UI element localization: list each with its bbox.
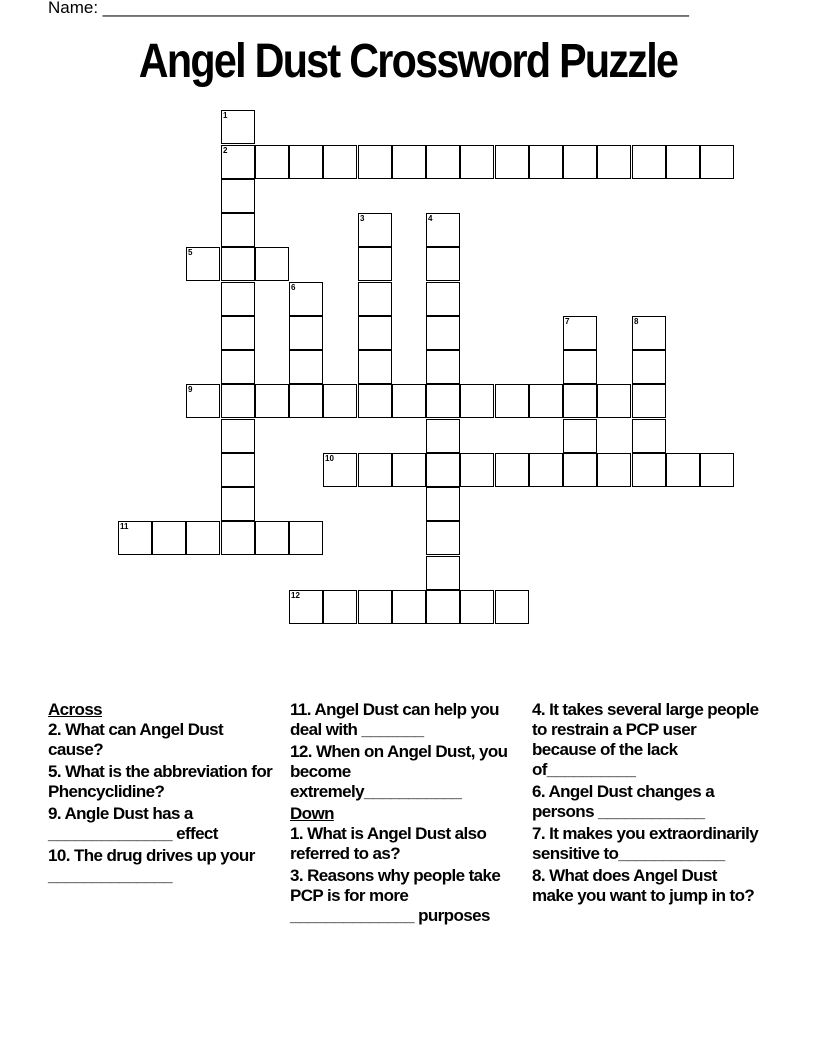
crossword-cell[interactable] bbox=[358, 316, 392, 350]
crossword-cell[interactable] bbox=[392, 590, 426, 624]
crossword-cell[interactable] bbox=[495, 453, 529, 487]
crossword-cell[interactable] bbox=[221, 419, 255, 453]
crossword-cell[interactable] bbox=[323, 384, 357, 418]
crossword-cell[interactable] bbox=[632, 453, 666, 487]
crossword-cell[interactable] bbox=[632, 316, 666, 350]
crossword-cell[interactable] bbox=[426, 282, 460, 316]
clue-number: 6 bbox=[291, 283, 296, 292]
crossword-cell[interactable] bbox=[392, 145, 426, 179]
clue-down-1: 1. What is Angel Dust also referred to as? bbox=[290, 824, 487, 863]
crossword-cell[interactable] bbox=[289, 316, 323, 350]
crossword-cell[interactable] bbox=[426, 590, 460, 624]
crossword-cell[interactable] bbox=[289, 384, 323, 418]
crossword-cell[interactable] bbox=[221, 145, 255, 179]
crossword-cell[interactable] bbox=[255, 145, 289, 179]
crossword-cell[interactable] bbox=[358, 213, 392, 247]
crossword-cell[interactable] bbox=[358, 590, 392, 624]
clue-across-5: 5. What is the abbreviation for Phencyclidine? bbox=[48, 762, 273, 801]
crossword-cell[interactable] bbox=[529, 453, 563, 487]
crossword-cell[interactable] bbox=[597, 453, 631, 487]
crossword-cell[interactable] bbox=[221, 179, 255, 213]
crossword-cell[interactable] bbox=[529, 384, 563, 418]
crossword-cell[interactable] bbox=[358, 384, 392, 418]
crossword-cell[interactable] bbox=[495, 590, 529, 624]
crossword-cell[interactable] bbox=[392, 453, 426, 487]
crossword-cell[interactable] bbox=[460, 590, 494, 624]
clue-down-4: 4. It takes several large people to restrain a PCP user because of the lack of__________ bbox=[532, 700, 759, 779]
crossword-cell[interactable] bbox=[323, 145, 357, 179]
clue-number: 1 bbox=[223, 111, 228, 120]
clues-column-2 bbox=[290, 700, 520, 928]
crossword-cell[interactable] bbox=[221, 384, 255, 418]
crossword-cell[interactable] bbox=[221, 521, 255, 555]
crossword-cell[interactable] bbox=[529, 145, 563, 179]
clue-down-3: 3. Reasons why people take PCP is for more ______________ purposes bbox=[290, 866, 501, 925]
crossword-cell[interactable] bbox=[426, 419, 460, 453]
clue-number: 8 bbox=[634, 317, 639, 326]
down-heading: Down bbox=[290, 804, 334, 823]
crossword-cell[interactable] bbox=[221, 247, 255, 281]
crossword-cell[interactable] bbox=[186, 247, 220, 281]
crossword-cell[interactable] bbox=[460, 145, 494, 179]
crossword-cell[interactable] bbox=[563, 453, 597, 487]
clue-across-9: 9. Angle Dust has a ______________ effect bbox=[48, 804, 218, 843]
crossword-cell[interactable] bbox=[186, 384, 220, 418]
crossword-cell[interactable] bbox=[597, 145, 631, 179]
crossword-cell[interactable] bbox=[460, 453, 494, 487]
clues-column-3 bbox=[532, 700, 762, 908]
crossword-cell[interactable] bbox=[563, 384, 597, 418]
crossword-cell[interactable] bbox=[358, 282, 392, 316]
crossword-cell[interactable] bbox=[358, 350, 392, 384]
crossword-cell[interactable] bbox=[632, 384, 666, 418]
crossword-cell[interactable] bbox=[632, 350, 666, 384]
across-heading: Across bbox=[48, 700, 103, 719]
clue-number: 11 bbox=[120, 522, 129, 531]
crossword-cell[interactable] bbox=[289, 350, 323, 384]
crossword-cell[interactable] bbox=[221, 487, 255, 521]
crossword-cell[interactable] bbox=[426, 521, 460, 555]
crossword-cell[interactable] bbox=[460, 384, 494, 418]
crossword-cell[interactable] bbox=[426, 453, 460, 487]
clue-number: 3 bbox=[360, 214, 365, 223]
crossword-cell[interactable] bbox=[495, 384, 529, 418]
crossword-cell[interactable] bbox=[632, 419, 666, 453]
clue-number: 12 bbox=[291, 591, 300, 600]
crossword-cell[interactable] bbox=[700, 453, 734, 487]
crossword-cell[interactable] bbox=[289, 521, 323, 555]
crossword-cell[interactable] bbox=[426, 350, 460, 384]
clue-down-7: 7. It makes you extraordinarily sensitive to____________ bbox=[532, 824, 759, 863]
crossword-cell[interactable] bbox=[289, 145, 323, 179]
crossword-cell[interactable] bbox=[323, 453, 357, 487]
crossword-cell[interactable] bbox=[358, 453, 392, 487]
crossword-cell[interactable] bbox=[152, 521, 186, 555]
crossword-cell[interactable] bbox=[632, 145, 666, 179]
crossword-cell[interactable] bbox=[563, 350, 597, 384]
clue-across-11: 11. Angel Dust can help you deal with _______ bbox=[290, 700, 499, 739]
crossword-cell[interactable] bbox=[426, 384, 460, 418]
crossword-cell[interactable] bbox=[597, 384, 631, 418]
clue-number: 4 bbox=[428, 214, 433, 223]
clue-down-6: 6. Angel Dust changes a persons ____________ bbox=[532, 782, 715, 821]
crossword-cell[interactable] bbox=[221, 110, 255, 144]
crossword-cell[interactable] bbox=[221, 350, 255, 384]
clue-down-8: 8. What does Angel Dust make you want to jump in to? bbox=[532, 866, 755, 905]
clue-across-2: 2. What can Angel Dust cause? bbox=[48, 720, 224, 759]
crossword-cell[interactable] bbox=[289, 282, 323, 316]
clue-number: 10 bbox=[325, 454, 334, 463]
crossword-cell[interactable] bbox=[563, 419, 597, 453]
crossword-cell[interactable] bbox=[358, 145, 392, 179]
clue-number: 9 bbox=[188, 385, 193, 394]
crossword-cell[interactable] bbox=[255, 384, 289, 418]
clue-number: 7 bbox=[565, 317, 570, 326]
crossword-cell[interactable] bbox=[426, 213, 460, 247]
crossword-cell[interactable] bbox=[186, 521, 220, 555]
clues-column-1 bbox=[48, 700, 278, 888]
crossword-cell[interactable] bbox=[221, 213, 255, 247]
crossword-cell[interactable] bbox=[221, 316, 255, 350]
crossword-cell[interactable] bbox=[221, 282, 255, 316]
crossword-cell[interactable] bbox=[358, 247, 392, 281]
clue-number: 2 bbox=[223, 146, 228, 155]
crossword-cell[interactable] bbox=[426, 556, 460, 590]
crossword-cell[interactable] bbox=[118, 521, 152, 555]
crossword-cell[interactable] bbox=[426, 487, 460, 521]
crossword-cell[interactable] bbox=[221, 453, 255, 487]
clue-across-10: 10. The drug drives up your ______________ bbox=[48, 846, 255, 885]
crossword-cell[interactable] bbox=[666, 145, 700, 179]
crossword-cell[interactable] bbox=[392, 384, 426, 418]
crossword-cell[interactable] bbox=[666, 453, 700, 487]
clue-number: 5 bbox=[188, 248, 193, 257]
crossword-cell[interactable] bbox=[426, 145, 460, 179]
crossword-cell[interactable] bbox=[323, 590, 357, 624]
crossword-cell[interactable] bbox=[255, 247, 289, 281]
crossword-cell[interactable] bbox=[255, 521, 289, 555]
name-line: Name: ______________________________________________________________ bbox=[48, 0, 689, 17]
crossword-cell[interactable] bbox=[289, 590, 323, 624]
page-title: Angel Dust Crossword Puzzle bbox=[138, 35, 678, 88]
crossword-cell[interactable] bbox=[495, 145, 529, 179]
crossword-cell[interactable] bbox=[563, 316, 597, 350]
crossword-cell[interactable] bbox=[700, 145, 734, 179]
crossword-cell[interactable] bbox=[426, 316, 460, 350]
crossword-cell[interactable] bbox=[426, 247, 460, 281]
crossword-cell[interactable] bbox=[563, 145, 597, 179]
clue-across-12: 12. When on Angel Dust, you become extremely___________ bbox=[290, 742, 508, 801]
